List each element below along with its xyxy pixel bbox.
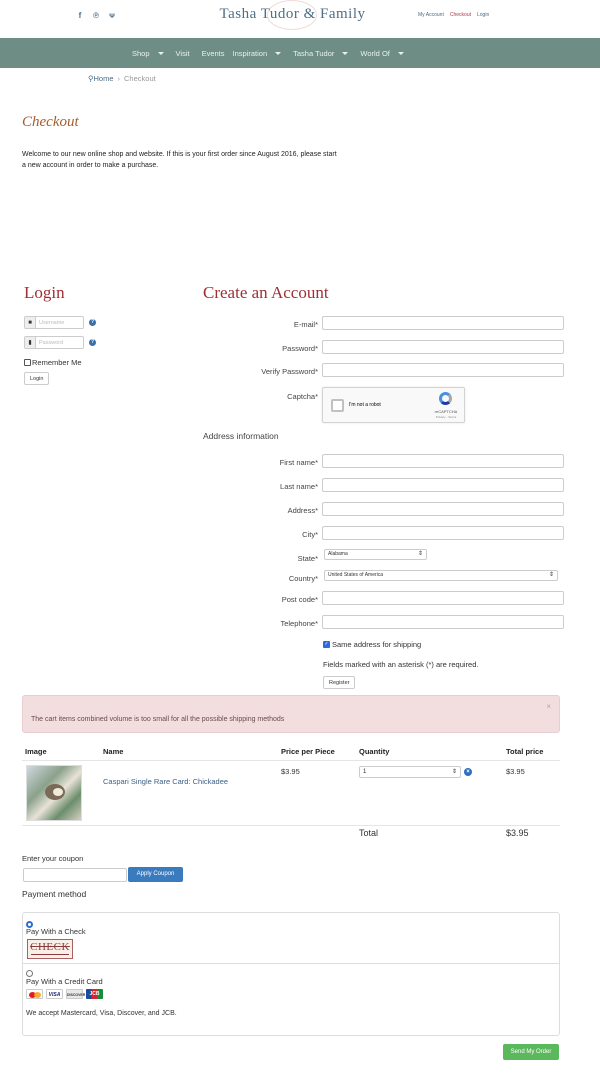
col-name: Name xyxy=(103,747,124,756)
last-name-field[interactable] xyxy=(322,478,564,492)
user-icon: ■ xyxy=(25,317,36,328)
check-logo: CHECK xyxy=(27,939,73,959)
divider xyxy=(23,963,559,964)
quantity-select[interactable]: 1 ⇕ xyxy=(359,766,461,778)
state-select[interactable]: Alabama ⇕ xyxy=(324,549,427,560)
shipping-alert xyxy=(22,695,560,733)
visa-icon: VISA xyxy=(46,989,63,999)
col-total: Total price xyxy=(506,747,544,756)
location-pin-icon: ⚲ xyxy=(88,74,94,83)
city-label: City* xyxy=(302,530,318,539)
checkout-link[interactable]: Checkout xyxy=(449,12,471,18)
product-price: $3.95 xyxy=(281,767,300,776)
same-shipping[interactable]: ✓ Same address for shipping xyxy=(324,640,422,649)
send-order-button[interactable]: Send My Order xyxy=(503,1044,559,1060)
address-label: Address* xyxy=(287,506,318,515)
coupon-label: Enter your coupon xyxy=(22,854,84,863)
breadcrumb-home[interactable]: ⚲Home xyxy=(88,74,114,83)
remember-me[interactable]: Remember Me xyxy=(24,358,82,367)
recaptcha-icon xyxy=(439,392,452,405)
divider xyxy=(22,825,560,826)
help-icon[interactable]: ? xyxy=(90,319,95,325)
password-label: Password* xyxy=(282,344,318,353)
last-name-label: Last name* xyxy=(280,482,318,491)
post-code-label: Post code* xyxy=(281,595,318,604)
product-total: $3.95 xyxy=(506,767,525,776)
payment-methods xyxy=(22,912,560,1036)
required-note: Fields marked with an asterisk (*) are required. xyxy=(323,660,479,669)
jcb-icon: JCB xyxy=(86,989,103,999)
breadcrumb-separator: › xyxy=(117,74,121,83)
same-shipping-checkbox[interactable]: ✓ xyxy=(324,641,329,647)
welcome-text: Welcome to our new online shop and website. If this is your first order since August 2016, please start a new account in order to make a purchase. xyxy=(22,151,337,169)
nav-world-of[interactable]: World Of xyxy=(360,49,403,58)
nav-visit[interactable]: Visit xyxy=(175,49,190,58)
first-name-field[interactable] xyxy=(322,454,564,468)
col-price: Price per Piece xyxy=(281,747,335,756)
select-arrows-icon: ⇕ xyxy=(451,769,457,775)
login-link[interactable]: Login xyxy=(476,12,490,18)
chevron-down-icon xyxy=(342,52,348,55)
close-icon[interactable]: × xyxy=(546,702,551,711)
chevron-down-icon xyxy=(275,52,281,55)
email-label: E-mail* xyxy=(293,320,318,329)
verify-password-field[interactable] xyxy=(322,363,564,377)
post-code-field[interactable] xyxy=(322,591,564,605)
mastercard-icon xyxy=(26,989,43,999)
password-input[interactable]: ▮ Password xyxy=(24,336,84,349)
nav-tasha-tudor[interactable]: Tasha Tudor xyxy=(293,49,348,58)
address-field[interactable] xyxy=(322,502,564,516)
nav-events[interactable]: Events xyxy=(201,49,225,58)
username-input[interactable]: ■ Username xyxy=(24,316,84,329)
lock-icon: ▮ xyxy=(25,337,36,348)
breadcrumb xyxy=(88,74,156,83)
col-quantity: Quantity xyxy=(359,747,390,756)
first-name-label: First name* xyxy=(279,458,318,467)
discover-icon: DISCOVER xyxy=(66,989,83,999)
telephone-field[interactable] xyxy=(322,615,564,629)
col-image: Image xyxy=(25,747,47,756)
coupon-input[interactable] xyxy=(23,868,127,882)
password-field[interactable] xyxy=(322,340,564,354)
city-field[interactable] xyxy=(322,526,564,540)
my-account-link[interactable]: My Account xyxy=(418,12,444,18)
telephone-label: Telephone* xyxy=(280,619,318,628)
chevron-down-icon xyxy=(398,52,404,55)
help-icon[interactable]: ? xyxy=(90,339,95,345)
recaptcha-checkbox[interactable] xyxy=(331,399,344,412)
recaptcha-widget: I'm not a robot reCAPTCHA Privacy - Terms xyxy=(322,387,465,423)
alert-message: The cart items combined volume is too small for all the possible shipping methods xyxy=(31,716,285,723)
nav-shop[interactable]: Shop xyxy=(132,49,164,58)
top-links xyxy=(418,12,489,18)
apply-coupon-button[interactable]: Apply Coupon xyxy=(128,867,183,882)
state-label: State* xyxy=(297,554,318,563)
pay-credit-radio[interactable] xyxy=(26,970,33,977)
facebook-icon[interactable]: f xyxy=(78,11,82,20)
product-image[interactable] xyxy=(26,765,82,821)
remember-checkbox[interactable] xyxy=(24,359,31,366)
payment-heading: Payment method xyxy=(22,889,87,899)
chevron-down-icon xyxy=(158,52,164,55)
accepted-cards-note: We accept Mastercard, Visa, Discover, and JCB. xyxy=(26,1010,177,1017)
site-title: Tasha Tudor & Family xyxy=(219,6,366,22)
site-logo[interactable] xyxy=(205,6,380,23)
login-button[interactable]: Login xyxy=(24,372,49,385)
pinterest-icon[interactable]: ℗ xyxy=(93,11,99,20)
product-name[interactable]: Caspari Single Rare Card: Chickadee xyxy=(103,777,229,786)
verify-password-label: Verify Password* xyxy=(261,367,318,376)
pay-check-label[interactable]: Pay With a Check xyxy=(26,927,86,936)
login-heading: Login xyxy=(24,283,65,302)
pay-credit-label[interactable]: Pay With a Credit Card xyxy=(26,977,103,986)
nav-inspiration[interactable]: Inspiration xyxy=(233,49,282,58)
address-heading: Address information xyxy=(203,431,279,441)
breadcrumb-current: Checkout xyxy=(124,74,156,83)
country-label: Country* xyxy=(288,574,318,583)
create-account-heading: Create an Account xyxy=(203,283,329,302)
country-select[interactable]: United States of America ⇕ xyxy=(324,570,558,581)
captcha-label: Captcha* xyxy=(287,392,318,401)
main-nav xyxy=(0,38,600,68)
page-title: Checkout xyxy=(22,114,79,130)
card-logos xyxy=(26,989,103,999)
register-button[interactable]: Register xyxy=(323,676,355,689)
remove-item-icon[interactable]: × xyxy=(464,768,472,776)
total-label: Total xyxy=(359,828,379,838)
social-links xyxy=(76,11,116,20)
total-value: $3.95 xyxy=(506,828,529,838)
email-field[interactable] xyxy=(322,316,564,330)
divider xyxy=(22,760,560,761)
twitter-icon[interactable]: ᴪ xyxy=(108,11,116,20)
select-arrows-icon: ⇕ xyxy=(417,551,423,557)
select-arrows-icon: ⇕ xyxy=(548,572,554,578)
